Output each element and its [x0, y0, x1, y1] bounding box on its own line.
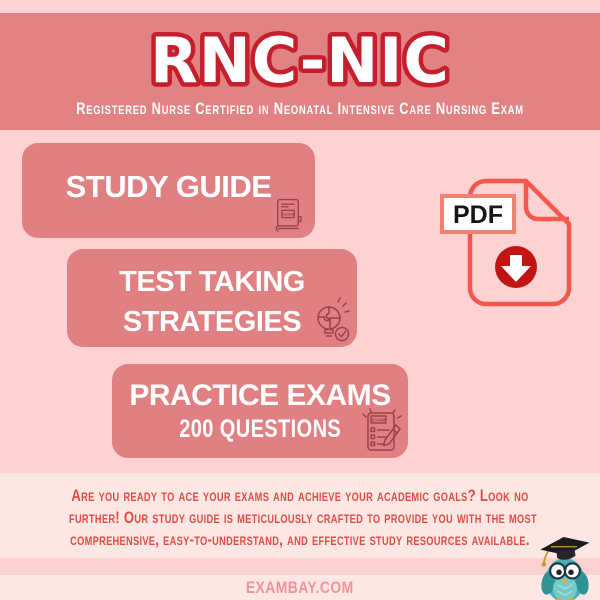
main-area — [0, 130, 600, 473]
pdf-label: PDF — [453, 201, 503, 229]
download-arrow-icon — [495, 246, 537, 288]
page-title-art — [0, 18, 600, 98]
top-strip — [0, 0, 600, 13]
question-count-label: 200 QUESTIONS — [179, 415, 341, 443]
quote-band — [0, 473, 600, 558]
study-guide-button[interactable] — [22, 143, 315, 238]
pdf-download-badge[interactable] — [436, 176, 576, 310]
graduate-owl-mascot — [535, 536, 595, 600]
strategy-puzzle-bulb-icon — [313, 296, 353, 344]
strategies-line: STRATEGIES — [122, 306, 302, 338]
header-banner — [0, 13, 600, 130]
guide-book-icon — [274, 198, 302, 232]
footer-bar — [0, 575, 600, 600]
page-title: RNC-NIC — [150, 24, 450, 97]
pdf-file-icon — [436, 176, 576, 310]
page-subtitle: Registered Nurse Certified in Neonatal Intensive Care Nursing Exam — [76, 100, 524, 118]
exam-icon-text: EXAM — [371, 418, 386, 424]
study-guide-label: STUDY GUIDE — [65, 169, 272, 204]
owl-art — [535, 536, 595, 600]
practice-exams-button[interactable] — [112, 364, 408, 458]
quote-line-3: comprehensive, easy-to-understand, and effective study resources available. — [70, 530, 530, 549]
test-taking-line: TEST TAKING — [119, 266, 305, 298]
test-taking-strategies-button[interactable] — [67, 249, 357, 347]
practice-exams-label: PRACTICE EXAMS — [129, 379, 391, 412]
quote-line-1: Are you ready to ace your exams and achieve your academic goals? Look no — [71, 486, 529, 505]
quote-line-2: further! Our study guide is meticulously crafted to provide you with the most — [69, 508, 537, 527]
footer-site-text: EXAMBAY.COM — [246, 577, 354, 597]
exam-checklist-pencil-icon — [359, 405, 405, 457]
guide-book-icon-text: GUIDE — [281, 211, 295, 217]
divider-strip — [0, 558, 600, 575]
quote-text — [69, 473, 537, 551]
